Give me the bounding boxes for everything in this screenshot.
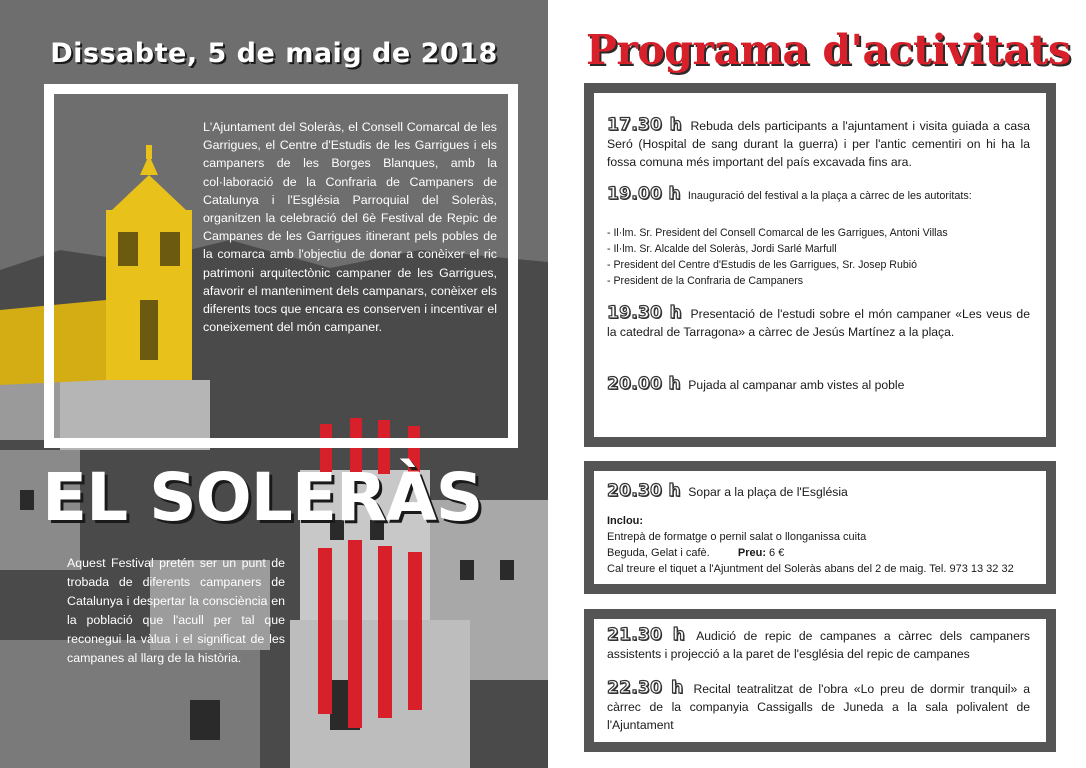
authorities-list	[607, 225, 1030, 289]
list-item: - President del Centre d'Estudis de les Garrigues, Sr. Josep Rubió	[607, 259, 917, 271]
includes-line: Beguda, Gelat i cafè.	[607, 547, 710, 559]
price-value: 6 €	[769, 547, 785, 559]
includes-line-price	[607, 545, 1030, 561]
includes-label: Inclou:	[607, 515, 644, 527]
event-date: Dissabte, 5 de maig de 2018	[50, 38, 498, 69]
entry-text: Rebuda dels participants a l'ajuntament i visita guiada a casa Seró (Hospital de sang durant la guerra) i per l'antic cementiri on hi ha la fossa comuna més important del país excavada fins ara.	[607, 119, 1030, 169]
program-entry-2130	[607, 626, 1030, 663]
includes-line: Entrepà de formatge o pernil salat o llonganissa cuita	[607, 531, 867, 543]
time-label: 19.00 h	[607, 184, 681, 204]
entry-text: Pujada al campanar amb vistes al poble	[688, 378, 905, 392]
list-item: - President de la Confraria de Campaners	[607, 275, 804, 287]
festival-paragraph: Aquest Festival pretén ser un punt de trobada de diferents campaners de Catalunya i despertar la consciència en la població que l'acull per tal que reconegui la vàlua i el significat de les campanes al llarg de la història.	[67, 556, 285, 665]
program-entry-2000	[607, 375, 1030, 394]
time-label: 20.30 h	[607, 481, 681, 501]
entry-text: Sopar a la plaça de l'Església	[688, 485, 848, 499]
intro-paragraph: L'Ajuntament del Soleràs, el Consell Comarcal de les Garrigues, el Centre d'Estudis de les Garrigues i els campaners de les Borges Blanques, amb la col·laboració de la Confraria de Campaners de Catalunya i l'Església Parroquial del Soleràs, organitzen la celebració del 6è Festival de Repic de Campanes de les Garrigues itinerant pels pobles de la comarca amb l'objectiu de donar a conèixer el ric patrimoni arquitectònic campaner de les Garrigues, afavorir el manteniment dels campanars, conèixer els diferents tocs que encara es conserven i incentivar el coneixement del món campaner.	[203, 120, 497, 335]
program-title: Programa d'activitats	[586, 26, 1071, 74]
window	[190, 700, 220, 740]
entry-text: Inauguració del festival a la plaça a càrrec de les autoritats:	[687, 190, 972, 202]
window	[500, 560, 514, 580]
price-label: Preu:	[737, 547, 766, 559]
ticket-note: Cal treure el tiquet a l'Ajuntment del Soleràs abans del 2 de maig. Tel. 973 13 32 32	[607, 563, 1014, 575]
list-item: - Il·lm. Sr. President del Consell Comarcal de les Garrigues, Antoni Villas	[607, 227, 948, 239]
list-item: - Il·lm. Sr. Alcalde del Soleràs, Jordi Sarlé Marfull	[607, 243, 837, 255]
window	[460, 560, 474, 580]
entry-text: Audició de repic de campanes a càrrec dels campaners assistents i projecció a la paret de l'església del repic de campanes	[607, 629, 1030, 661]
program-entry-2030	[607, 482, 1030, 501]
program-entry-2230	[607, 679, 1030, 734]
town-name: EL SOLERÀS	[42, 459, 483, 536]
time-label: 21.30 h	[607, 625, 686, 645]
dinner-details	[607, 513, 1030, 577]
time-label: 17.30 h	[607, 115, 682, 135]
program-entry-1730	[607, 116, 1030, 171]
entry-text: Presentació de l'estudi sobre el món campaner «Les veus de la catedral de Tarragona» a càrrec de Jesús Martínez a la plaça.	[607, 307, 1030, 339]
time-label: 20.00 h	[607, 374, 681, 394]
program-entry-1900	[607, 186, 1030, 204]
window	[20, 490, 34, 510]
time-label: 19.30 h	[607, 303, 682, 323]
time-label: 22.30 h	[607, 678, 684, 698]
entry-text: Recital teatralitzat de l'obra «Lo preu de dormir tranquil» a càrrec de la companyia Cassigalls de Juneda a la sala polivalent de l'Ajuntament	[607, 682, 1031, 732]
program-entry-1930	[607, 304, 1030, 341]
